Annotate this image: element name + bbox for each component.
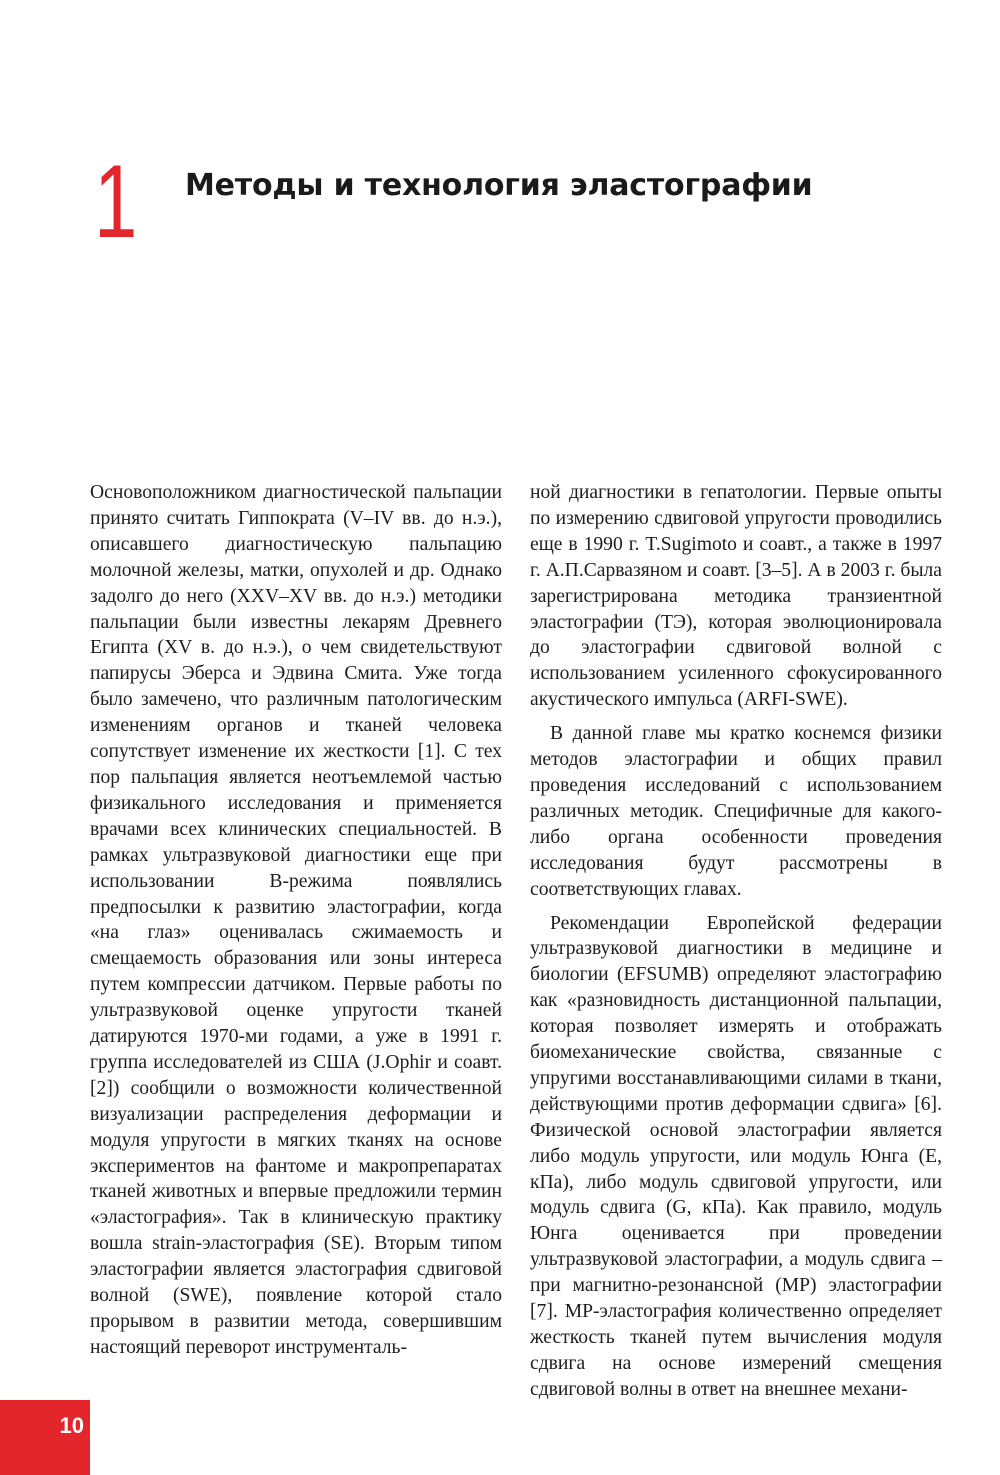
body-paragraph: В данной главе мы кратко коснемся физики методов эластографии и общих правил проведения исследований с использованием различных методик. Специфичные для какого-либо органа особенности проведения исследования будут рассмотрены в соответствующих главах. bbox=[530, 723, 942, 900]
body-paragraph: Основоположником диагностической пальпации принято считать Гиппократа (V–IV вв. до н.э.), описавшего диагностическую пальпацию молочной железы, матки, опухолей и др. Однако задолго до него (XXV–XV вв. до н.э.) методики пальпации были известны лекарям Древнего Египта (XV в. до н.э.), о чем свидетельствуют папирусы Эберса и Эдвина Смита. Уже тогда было замечено, что различным патологическим изменениям органов и тканей человека сопутствует изменение их жесткости [1]. С тех пор пальпация является неотъемлемой частью физикального исследования и применяется врачами всех клинических специальностей. В рамках ультразвуковой диагностики еще при использовании В-режима появлялись предпосылки к развитию эластографии, когда «на глаз» оценивалась сжимаемость и смещаемость образования или зоны интереса путем компрессии датчиком. Первые работы по ультразвуковой оценке упругости тканей датируются 1970-ми годами, а уже в 1991 г. группа исследователей из США (J.Ophir и соавт. [2]) сообщили о возможности количественной визуализации распределения деформации и модуля упругости в мягких тканях на основе экспериментов на фантоме и макропрепаратах тканей животных и впервые предложили термин «эластография». Так в клиническую практику вошла strain-эластография (SE). Вторым типом эластографии является эластография сдвиговой волной (SWE), появление которой стало прорывом в развитии метода, совершившим настоящий переворот инструменталь- bbox=[90, 482, 502, 1358]
body-paragraph: Рекомендации Европейской федерации ультразвуковой диагностики в медицине и биологии (EFSUMB) определяют эластографию как «разновидность дистанционной пальпации, которая позволяет измерять и отображать биомеханические свойства, связанные с упругими восстанавливающими силами в ткани, действующими против деформации сдвига» [6]. Физической основой эластографии является либо модуль упругости, или модуль Юнга (E, кПа), либо модуль сдвиговой упругости, или модуль сдвига (G, кПа). Как правило, модуль Юнга оценивается при проведении ультразвуковой эластографии, а модуль сдвига – при магнитно-резонансной (МР) эластографии [7]. МР-эластография количественно определяет жесткость тканей путем вычисления модуля сдвига на основе измерений смещения сдвиговой волны в ответ на внешнее механи- bbox=[530, 912, 942, 1400]
text-column-right bbox=[530, 480, 942, 1403]
chapter-title: Методы и технология эластографии bbox=[185, 168, 813, 203]
body-paragraph: ной диагностики в гепатологии. Первые опыты по измерению сдвиговой упругости проводились еще в 1990 г. T.Sugimoto и соавт., а также в 1997 г. А.П.Сарвазяном и соавт. [3–5]. А в 2003 г. была зарегистрирована методика транзиентной эластографии (ТЭ), которая эволюционировала до эластографии сдвиговой волной с использованием усиленного сфокусированного акустического импульса (ARFI-SWE). bbox=[530, 482, 942, 711]
chapter-number: 1 bbox=[94, 144, 138, 260]
page-number: 10 bbox=[59, 1413, 84, 1438]
text-column-left bbox=[90, 480, 502, 1361]
page-number-box bbox=[0, 1400, 90, 1475]
